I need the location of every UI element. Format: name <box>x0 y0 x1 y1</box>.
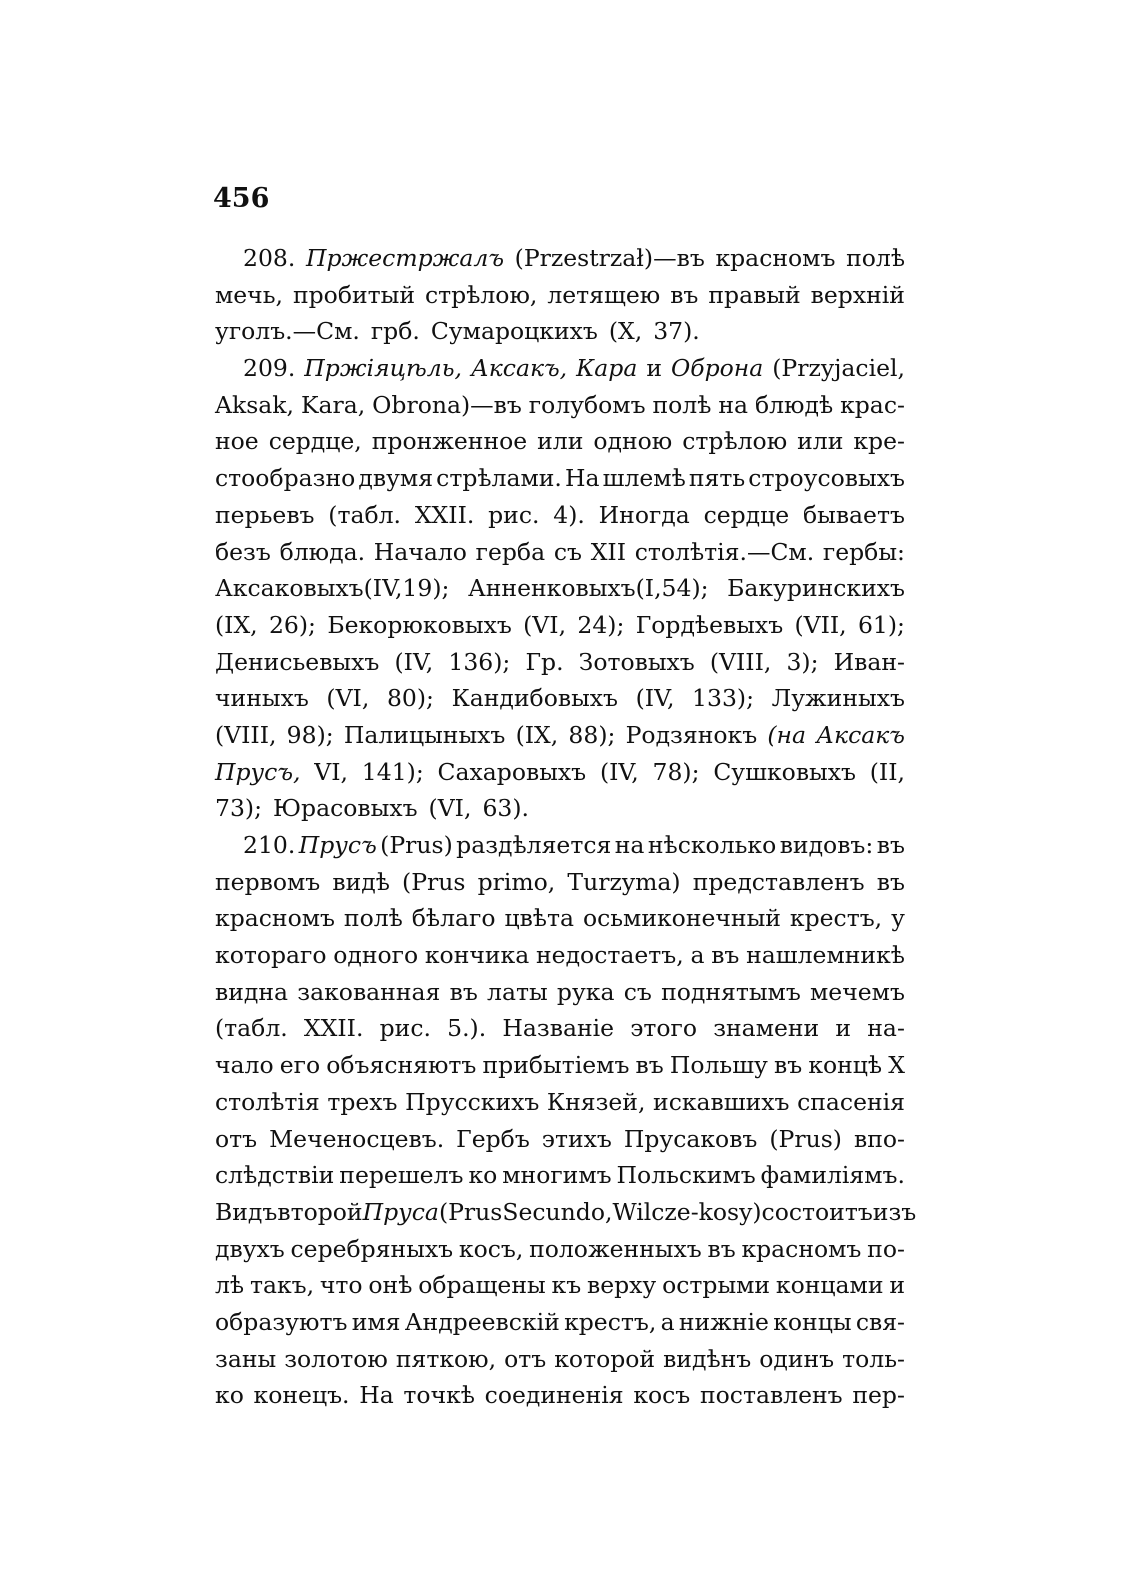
word: поставленъ <box>699 1381 843 1410</box>
word: правый <box>708 280 801 309</box>
word: (IX, <box>515 720 559 749</box>
word: закованная <box>297 977 441 1006</box>
word: латы <box>487 977 548 1006</box>
word: 5.). <box>447 1014 487 1043</box>
text-line <box>215 1267 905 1304</box>
word: въ <box>774 1051 803 1080</box>
text-line <box>215 790 905 827</box>
text-line <box>215 1304 905 1341</box>
word: 3); <box>786 647 819 676</box>
word: Гербъ <box>456 1124 530 1153</box>
word: бываетъ <box>802 500 905 529</box>
word: Гр. <box>525 647 564 676</box>
word: 78); <box>652 757 700 786</box>
word: 61); <box>857 610 905 639</box>
word: Сумароцкихъ <box>430 317 598 346</box>
word: бѣлаго <box>411 904 496 933</box>
word: (Prus) <box>380 831 453 859</box>
word: Иван- <box>833 647 905 676</box>
word: 141); <box>361 757 424 786</box>
word: котораго <box>215 941 327 970</box>
word: нашлемникѣ <box>746 941 905 970</box>
word: (IV, <box>599 757 639 786</box>
word: Родзянокъ <box>625 720 758 749</box>
word: Польшу <box>669 1051 768 1080</box>
word: (VI, <box>326 684 370 713</box>
word: стрѣлами. <box>436 464 562 493</box>
word: у <box>891 904 905 933</box>
text-line <box>215 387 905 424</box>
text-line <box>215 900 905 937</box>
word: Аксакъ, <box>470 354 568 383</box>
word: образуютъ <box>215 1307 348 1336</box>
word: стрѣлою, <box>424 280 538 309</box>
word: Бакуринскихъ <box>727 574 905 603</box>
word: крестъ, <box>789 904 883 933</box>
word: (IV, <box>635 684 675 713</box>
word: 80); <box>386 684 434 713</box>
text-line <box>215 1084 905 1121</box>
word: (II, <box>869 757 905 786</box>
word: и <box>646 354 662 383</box>
word: шлемѣ <box>602 464 686 493</box>
word: этого <box>630 1014 698 1043</box>
word: а <box>690 941 705 970</box>
word: XXII. <box>414 500 475 529</box>
word: свя- <box>855 1307 905 1336</box>
word: primo, <box>477 867 556 896</box>
word: золотою <box>284 1344 388 1373</box>
word: (Prus) <box>769 1124 842 1153</box>
text-line <box>215 1194 917 1231</box>
text-line <box>215 1121 905 1158</box>
word: голубомъ <box>528 390 646 419</box>
word: представленъ <box>692 867 865 896</box>
word: одного <box>333 941 419 970</box>
word: рука <box>556 977 615 1006</box>
word: полѣ <box>343 904 403 933</box>
word: X <box>888 1051 905 1080</box>
word: лѣ <box>215 1271 245 1300</box>
word: двумя <box>358 464 434 493</box>
word: что <box>319 1271 363 1300</box>
word: 209. <box>243 354 296 383</box>
word: Оброна <box>670 354 764 383</box>
word: трехъ <box>327 1087 398 1116</box>
word: многимъ <box>502 1161 612 1190</box>
word: Прусъ, <box>215 757 301 786</box>
word: конецъ. <box>253 1381 350 1410</box>
word: (VIII, <box>215 720 277 749</box>
word: сердце <box>703 500 790 529</box>
word: 98); <box>286 720 334 749</box>
word: знамени <box>713 1014 820 1043</box>
word: на <box>614 831 645 859</box>
page-number: 456 <box>213 183 270 214</box>
word: Кара <box>576 354 638 383</box>
word: отъ <box>504 1344 547 1373</box>
word: кончика <box>424 941 530 970</box>
word: видовъ: <box>779 831 874 859</box>
word: столѣтія.—См. <box>634 537 815 566</box>
word: на <box>718 390 749 419</box>
text-line <box>215 277 905 314</box>
word: или <box>797 427 844 456</box>
word: косъ, <box>458 1234 524 1263</box>
word: (IX, <box>215 610 258 639</box>
word: недостаетъ, <box>536 941 684 970</box>
word: Прусскихъ <box>405 1087 540 1116</box>
text-line <box>215 350 905 387</box>
text-line <box>215 1231 905 1268</box>
word: Видъ <box>215 1197 278 1226</box>
word: кре- <box>853 427 905 456</box>
word: точкѣ <box>403 1381 475 1410</box>
word: пяткою, <box>395 1344 497 1373</box>
text-line <box>215 1377 905 1414</box>
word: по- <box>867 1234 905 1263</box>
word: видѣнъ <box>663 1344 752 1373</box>
text-line <box>215 717 905 754</box>
word: Сушковыхъ <box>713 757 856 786</box>
word: или <box>537 427 584 456</box>
word: 4). <box>553 500 585 529</box>
word: Польскимъ <box>616 1161 756 1190</box>
word: ко <box>215 1381 244 1410</box>
word: Гордѣевыхъ <box>635 610 784 639</box>
text-line <box>215 1010 905 1047</box>
word: косъ <box>633 1381 691 1410</box>
word: мечемъ <box>810 977 905 1006</box>
word: 88); <box>568 720 616 749</box>
word: Obrona)—въ <box>372 390 522 419</box>
word: въ <box>711 941 740 970</box>
word: сердце, <box>268 427 362 456</box>
word: 24); <box>577 610 625 639</box>
word: въ <box>876 867 905 896</box>
word: чало <box>215 1051 274 1080</box>
word: серебряныхъ <box>290 1234 454 1263</box>
body-text <box>215 240 917 1414</box>
word: Аксакъ <box>816 720 905 749</box>
word: въ <box>449 977 478 1006</box>
word: видна <box>215 977 289 1006</box>
word: Kara, <box>300 390 366 419</box>
word: Денисьевыхъ <box>215 647 380 676</box>
word: первомъ <box>215 867 321 896</box>
word: красномъ <box>741 1234 862 1263</box>
word: 73); <box>215 794 262 823</box>
text-line <box>215 534 905 571</box>
word: (IV, <box>394 647 434 676</box>
word: состоитъ <box>761 1197 873 1226</box>
word: Secundo, <box>502 1197 613 1226</box>
word: Пруса <box>362 1197 439 1226</box>
word: столѣтія <box>215 1087 320 1116</box>
word: строусовыхъ <box>748 464 905 493</box>
word: грб. <box>370 317 420 346</box>
word: ное <box>215 427 259 456</box>
word: видѣ <box>332 867 390 896</box>
text-line <box>215 313 905 350</box>
word: концѣ <box>808 1051 883 1080</box>
word: Кандибовыхъ <box>451 684 618 713</box>
word: концами <box>775 1271 884 1300</box>
text-line <box>215 240 905 277</box>
text-line <box>215 644 905 681</box>
word: (табл. <box>215 1014 288 1043</box>
word: толь- <box>842 1344 905 1373</box>
word: перьевъ <box>215 500 315 529</box>
word: (VII, <box>794 610 847 639</box>
text-line <box>215 497 905 534</box>
word: блюдѣ <box>754 390 834 419</box>
word: Названіе <box>502 1014 615 1043</box>
word: Палицыныхъ <box>343 720 506 749</box>
word: На <box>359 1381 394 1410</box>
text-line <box>215 1341 905 1378</box>
word: съ <box>623 977 652 1006</box>
word: двухъ <box>215 1234 285 1263</box>
word: цвѣта <box>504 904 574 933</box>
word: (VIII, <box>709 647 772 676</box>
word: XII <box>590 537 626 566</box>
word: (X, <box>608 317 643 346</box>
word: заны <box>215 1344 277 1373</box>
word: острыми <box>662 1271 771 1300</box>
word: объясняютъ <box>326 1051 477 1080</box>
word: пять <box>688 464 746 493</box>
word: крас- <box>840 390 905 419</box>
word: осьмиконечный <box>582 904 781 933</box>
word: (VI, <box>523 610 567 639</box>
word: одинъ <box>759 1344 835 1373</box>
text-line <box>215 754 905 791</box>
word: его <box>279 1051 321 1080</box>
word: Андреевскій <box>404 1307 560 1336</box>
word: Сахаровыхъ <box>437 757 587 786</box>
text-line <box>215 680 905 717</box>
word: къ <box>551 1271 582 1300</box>
word: ко <box>468 1161 498 1190</box>
word: прибытіемъ <box>482 1051 630 1080</box>
word: Юрасовыхъ <box>273 794 418 823</box>
text-line <box>215 423 905 460</box>
word: одною <box>593 427 673 456</box>
word: (табл. <box>328 500 402 529</box>
text-line <box>215 570 905 607</box>
word: На <box>565 464 600 493</box>
word: Aksak, <box>215 390 294 419</box>
word: раздѣляется <box>456 831 612 859</box>
text-line <box>215 460 905 497</box>
text-line <box>215 1157 905 1194</box>
word: 63). <box>482 794 529 823</box>
word: пронженное <box>371 427 528 456</box>
text-line <box>215 937 905 974</box>
word: (на <box>767 720 807 749</box>
text-line <box>215 974 905 1011</box>
word: верху <box>587 1271 657 1300</box>
word: гербы: <box>822 537 905 566</box>
word: Аксаковыхъ(IV,19); <box>215 574 450 603</box>
word: (Prus <box>438 1197 503 1226</box>
word: чиныхъ <box>215 684 309 713</box>
word: а <box>660 1307 675 1336</box>
word: положенныхъ <box>529 1234 702 1263</box>
word: пер- <box>852 1381 905 1410</box>
word: рис. <box>488 500 540 529</box>
word: поднятымъ <box>661 977 801 1006</box>
word: Прусъ <box>298 831 377 859</box>
word: рис. <box>379 1014 431 1043</box>
word: нѣсколько <box>647 831 777 859</box>
word: онѣ <box>368 1271 413 1300</box>
word: безъ <box>215 537 271 566</box>
word: (Prus <box>402 867 466 896</box>
word: такъ, <box>249 1271 315 1300</box>
word: концы <box>773 1307 852 1336</box>
word: Wilcze-kosy) <box>612 1197 762 1226</box>
word: 136); <box>448 647 511 676</box>
word: Пржіяцѣль, <box>304 354 462 383</box>
word: пробитый <box>292 280 416 309</box>
word: 133); <box>692 684 754 713</box>
word: Прусаковъ <box>623 1124 758 1153</box>
word: уголъ.—См. <box>215 317 360 346</box>
word: фамиліямъ. <box>760 1161 905 1190</box>
word: и <box>889 1271 905 1300</box>
word: впо- <box>853 1124 905 1153</box>
word: которой <box>554 1344 656 1373</box>
word: блюда. <box>279 537 366 566</box>
word: съ <box>553 537 582 566</box>
word: XXII. <box>303 1014 364 1043</box>
word: спасенія <box>797 1087 905 1116</box>
word: красномъ <box>215 904 335 933</box>
word: Пржестржалъ <box>306 244 504 272</box>
word: въ <box>707 1234 736 1263</box>
word: Зотовыхъ <box>578 647 695 676</box>
word: Анненковыхъ(I,54); <box>467 574 709 603</box>
word: (Przestrzał)—въ <box>514 244 705 272</box>
word: герба <box>475 537 546 566</box>
word: полѣ <box>652 390 712 419</box>
word: Лужиныхъ <box>771 684 905 713</box>
word: крестъ, <box>564 1307 657 1336</box>
word: 37). <box>653 317 700 346</box>
word: въ <box>635 1051 664 1080</box>
word: (Przyjaciel, <box>772 354 905 383</box>
word: слѣдствіи <box>215 1161 335 1190</box>
word: и <box>835 1014 852 1043</box>
word: Бекорюковыхъ <box>327 610 512 639</box>
word: (VI, <box>428 794 472 823</box>
word: перешелъ <box>339 1161 464 1190</box>
word: Начало <box>373 537 467 566</box>
word: 210. <box>243 831 296 859</box>
word: второй <box>277 1197 363 1226</box>
word: обращены <box>418 1271 546 1300</box>
word: Князей, <box>546 1087 646 1116</box>
word: изъ <box>872 1197 917 1226</box>
word: мечь, <box>215 280 283 309</box>
word: соединенія <box>484 1381 624 1410</box>
word: VI, <box>314 757 348 786</box>
text-line <box>215 1047 905 1084</box>
word: 208. <box>243 244 296 272</box>
text-line <box>215 827 905 864</box>
word: красномъ <box>715 244 836 272</box>
word: искавшихъ <box>653 1087 790 1116</box>
word: стрѣлою <box>682 427 788 456</box>
word: Меченосцевъ. <box>269 1124 445 1153</box>
word: въ <box>876 831 905 859</box>
word: Turzyma) <box>567 867 681 896</box>
word: верхній <box>810 280 905 309</box>
word: Иногда <box>598 500 690 529</box>
word: стообразно <box>215 464 356 493</box>
word: полѣ <box>846 244 905 272</box>
word: въ <box>670 280 699 309</box>
word: на- <box>867 1014 905 1043</box>
word: нижніе <box>678 1307 769 1336</box>
word: летящею <box>547 280 661 309</box>
word: 26); <box>268 610 316 639</box>
text-line <box>215 864 905 901</box>
text-line <box>215 607 905 644</box>
word: этихъ <box>541 1124 612 1153</box>
word: отъ <box>215 1124 258 1153</box>
word: имя <box>351 1307 401 1336</box>
